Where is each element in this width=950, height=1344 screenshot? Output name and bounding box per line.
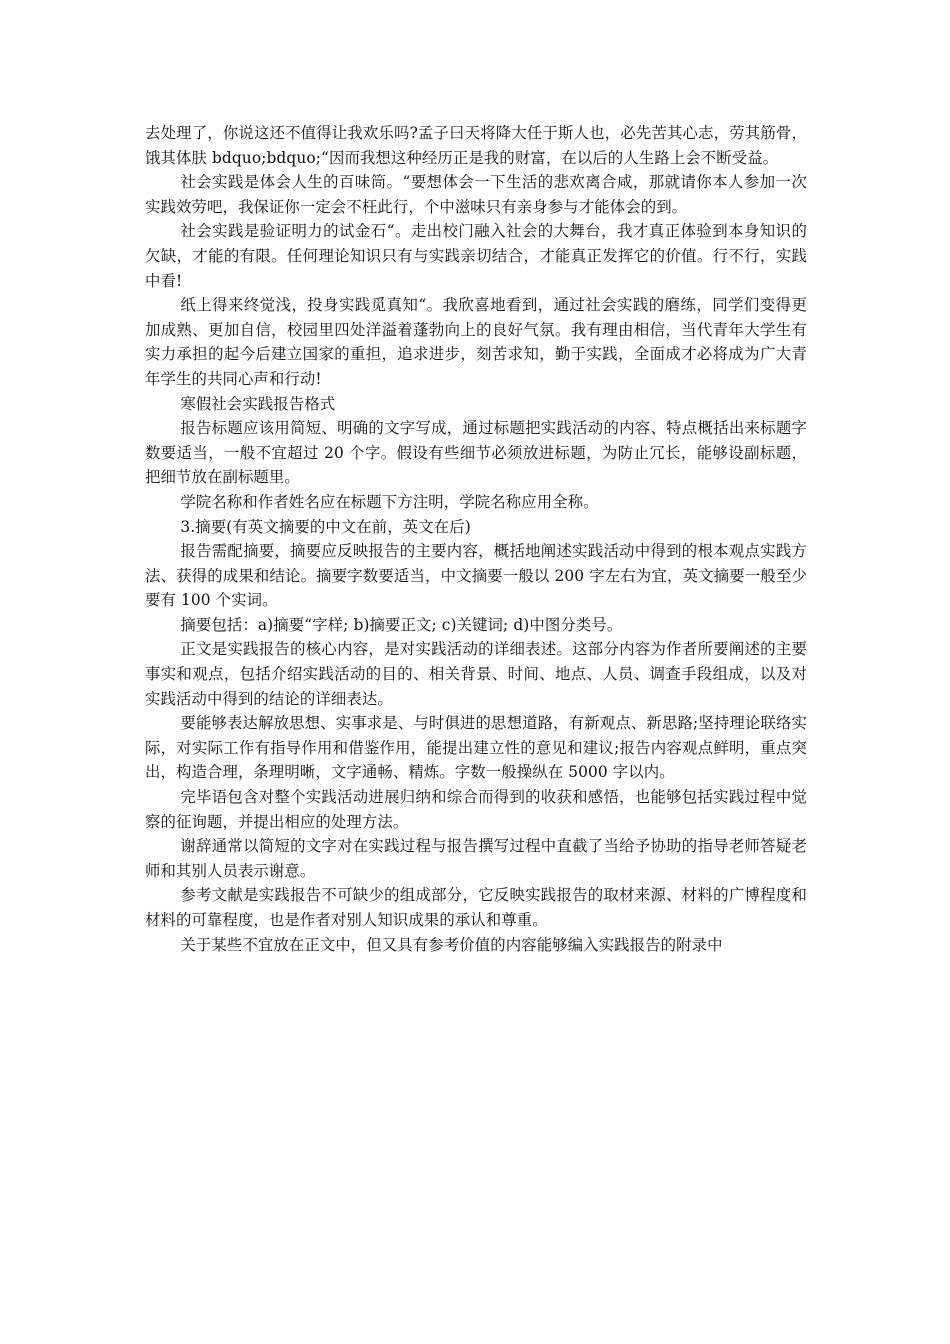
section-heading-report-format: 寒假社会实践报告格式 [180, 394, 336, 413]
document-body [145, 121, 807, 957]
paragraph-true-knowledge: 纸上得来终觉浅，投身实践觅真知“。我欣喜地看到，通过社会实践的磨练，同学们变得更加成熟、更加自信，校园里四处洋溢着蓬勃向上的良好气氛。我有理由相信，当代青年大学生有实力承担的起今后建立国家的重担，追求进步，刻苦求知，勤于实践，全面成才必将成为广大青年学生的共同心声和行动! [145, 296, 807, 388]
paragraph-abstract-requirements: 报告需配摘要，摘要应反映报告的主要内容，概括地阐述实践活动中得到的根本观点实践方法、获得的成果和结论。摘要字数要适当，中文摘要一般以 200 字左右为宜，英文摘要一般至少要有 100 个实词。 [145, 542, 807, 610]
paragraph-expression: 要能够表达解放思想、实事求是、与时俱进的思想道路，有新观点、新思路;坚持理论联络实际，对实际工作有指导作用和借鉴作用，能提出建立性的意见和建议;报告内容观点鲜明，重点突出，构造合理，条理明晰，文字通畅、精炼。字数一般操纵在 5000 字以内。 [145, 714, 807, 782]
paragraph-main-text: 正文是实践报告的核心内容，是对实践活动的详细表述。这部分内容为作者所要阐述的主要事实和观点，包括介绍实践活动的目的、相关背景、时间、地点、人员、调查手段组成，以及对实践活动中得到的结论的详细表达。 [145, 640, 807, 708]
paragraph-touchstone: 社会实践是验证明力的试金石“。走出校门融入社会的大舞台，我才真正体验到本身知识的欠缺，才能的有限。任何理论知识只有与实践亲切结合，才能真正发挥它的价值。行不行，实践中看! [145, 222, 807, 290]
paragraph-report-title: 报告标题应该用简短、明确的文字写成，通过标题把实践活动的内容、特点概括出来标题字数要适当，一般不宜超过 20 个字。假设有些细节必须放进标题，为防止冗长，能够设副标题，把细节放在副标题里。 [145, 419, 807, 487]
paragraph-acknowledgement: 谢辞通常以简短的文字对在实践过程与报告撰写过程中直截了当给予协助的指导老师答疑老师和其别人员表示谢意。 [145, 837, 807, 880]
paragraph-continuation: 去处理了，你说这还不值得让我欢乐吗?孟子曰天将降大任于斯人也，必先苦其心志，劳其筋骨，饿其体肤 bdquo;bdquo;“因而我想这种经历正是我的财富，在以后的人生路上会不断受益。 [145, 124, 807, 167]
paragraph-life-taste: 社会实践是体会人生的百味筒。“要想体会一下生活的悲欢离合咸，那就请你本人参加一次实践效劳吧，我保证你一定会不枉此行，个中滋味只有亲身参与才能体会的到。 [145, 173, 807, 216]
paragraph-references: 参考文献是实践报告不可缺少的组成部分，它反映实践报告的取材来源、材料的广博程度和材料的可靠程度，也是作者对别人知识成果的承认和尊重。 [145, 886, 807, 929]
paragraph-abstract-heading: 3.摘要(有英文摘要的中文在前，英文在后) [180, 517, 471, 536]
paragraph-conclusion: 完毕语包含对整个实践活动进展归纳和综合而得到的收获和感悟，也能够包括实践过程中觉察的征询题，并提出相应的处理方法。 [145, 788, 807, 831]
paragraph-abstract-contents: 摘要包括：a)摘要“字样; b)摘要正文; c)关键词; d)中图分类号。 [180, 615, 623, 634]
paragraph-appendix: 关于某些不宜放在正文中，但又具有参考价值的内容能够编入实践报告的附录中 [180, 935, 723, 954]
paragraph-college-author: 学院名称和作者姓名应在标题下方注明，学院名称应用全称。 [180, 492, 599, 511]
